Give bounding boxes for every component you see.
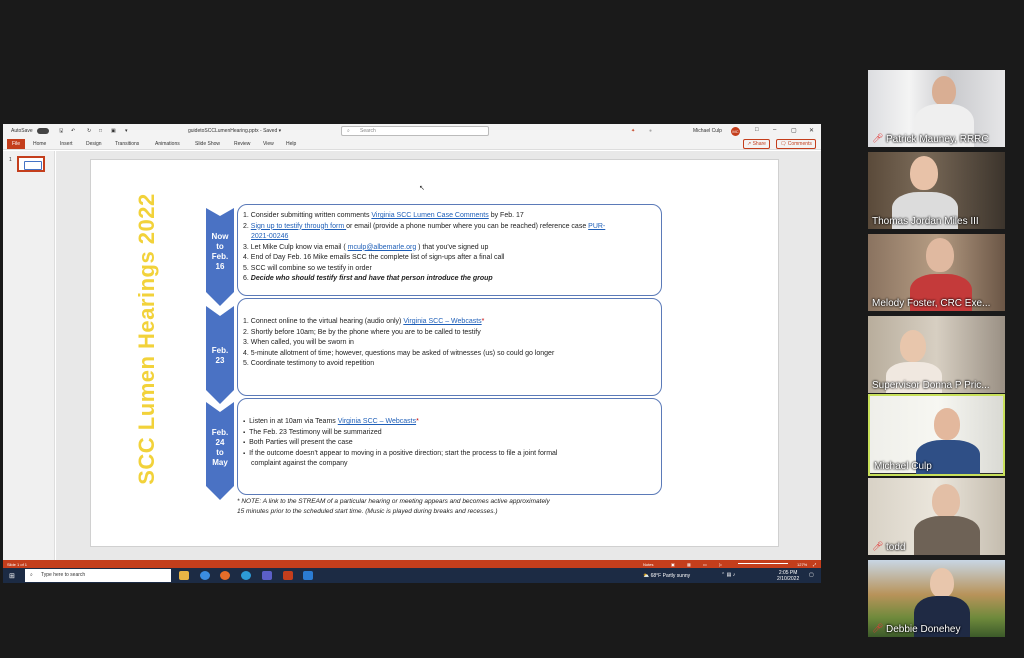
slideshow-view-icon[interactable]: ▷ (719, 562, 723, 567)
list-item: 6. Decide who should testify first and have that person introduce the group (243, 275, 493, 282)
share-button[interactable]: ↗ Share (743, 139, 770, 149)
participant-tile[interactable] (868, 234, 1005, 311)
slide-footnote: * NOTE: A link to the STREAM of a particular hearing or meeting appears and becomes active approximately 15 minutes prior to the scheduled start time. (Music is played during breaks and recesses.) (237, 498, 550, 515)
designer-icon[interactable]: ✦ (631, 128, 636, 134)
list-item: 5. Coordinate testimony to avoid repetition (243, 360, 375, 367)
redo-icon[interactable]: ↻ (87, 128, 92, 134)
case-link-continued[interactable]: 2021-00246 (251, 233, 289, 240)
undo-icon[interactable]: ↶ (71, 128, 76, 134)
participant-tile[interactable] (868, 560, 1005, 637)
phase-chevron-feb24-to-may (206, 402, 234, 500)
close-icon[interactable]: ✕ (809, 128, 815, 134)
tab-slide-show[interactable]: Slide Show (195, 141, 221, 147)
normal-view-icon[interactable]: ▣ (671, 562, 675, 567)
tab-file[interactable]: File (7, 139, 25, 149)
avatar[interactable]: MC (732, 129, 739, 134)
muted-mic-icon: 🎤︎ (872, 133, 884, 143)
list-item: 5. SCC will combine so we testify in order (243, 264, 372, 272)
slide-number: 1 (9, 157, 12, 163)
participant-name: Patrick Mauney, RRRC (886, 134, 989, 145)
email-link[interactable]: mculp@albemarle.org (347, 243, 417, 251)
shared-screen (3, 124, 821, 583)
mouse-cursor-icon: ↖ (419, 185, 425, 192)
phase2-panel (237, 298, 662, 396)
notes-button[interactable]: Notes (643, 562, 654, 567)
weather-widget[interactable]: ⛅ 68°F Partly sunny (643, 573, 691, 579)
chrome-icon[interactable] (200, 571, 210, 580)
list-item: 3. Let Mike Culp know via email ( mculp@albemarle.org ) that you've signed up (243, 243, 489, 251)
slide-thumbnail-pane (3, 151, 55, 560)
tab-insert[interactable]: Insert (60, 141, 73, 147)
list-item: 2. Shortly before 10am; Be by the phone where you are to be called to testify (243, 328, 481, 336)
participant-name: Michael Culp (874, 461, 932, 472)
reading-view-icon[interactable]: ▭ (703, 562, 707, 567)
search-icon: ⌕ (347, 128, 350, 134)
minimize-icon[interactable]: – (773, 127, 777, 133)
comments-link[interactable]: Virginia SCC Lumen Case Comments (371, 212, 489, 219)
list-item: 1. Connect online to the virtual hearing (audio only) Virginia SCC – Webcasts* (243, 318, 485, 325)
phase3-panel (237, 398, 662, 495)
powerpoint-icon[interactable] (283, 571, 293, 580)
participant-name: todd (886, 542, 906, 553)
webcasts-link[interactable]: Virginia SCC – Webcasts (403, 318, 482, 325)
participant-tile[interactable] (868, 478, 1005, 555)
fit-slide-icon[interactable]: ⤢ (813, 562, 817, 567)
system-clock[interactable]: 2:05 PM 2/10/2022 (777, 570, 800, 582)
signup-form-link[interactable]: Sign up to testify through form (250, 222, 347, 230)
search-icon: ⌕ (30, 572, 33, 578)
case-link[interactable]: PUR- (588, 222, 606, 230)
search-box[interactable] (341, 126, 489, 136)
list-item: ▪ If the outcome doesn't appear to moving in a positive direction; start the process to file a joint formal (243, 449, 653, 460)
phase-chevron-feb23 (206, 306, 234, 404)
autosave-label: AutoSave (11, 128, 33, 134)
maximize-icon[interactable]: ▢ (791, 128, 797, 134)
webcasts-link[interactable]: Virginia SCC – Webcasts (337, 418, 417, 425)
list-item: ▪ Listen in at 10am via Teams Virginia SCC – Webcasts* (243, 417, 653, 428)
windows-taskbar (3, 568, 821, 583)
muted-mic-icon: 🎤︎ (872, 623, 884, 633)
participant-tile[interactable] (868, 152, 1005, 229)
new-file-icon[interactable]: □ (99, 128, 103, 134)
outlook-icon[interactable] (303, 571, 313, 580)
list-item-continuation (243, 232, 653, 243)
phase-label: Feb. 24 to May (211, 428, 229, 467)
participant-tile-active-speaker[interactable] (868, 394, 1005, 476)
tab-transitions[interactable]: Transitions (115, 141, 140, 147)
participant-tile[interactable] (868, 70, 1005, 147)
user-name: Michael Culp (693, 128, 722, 134)
title-bar (3, 124, 821, 138)
ribbon-options-icon[interactable]: □ (755, 127, 759, 133)
sorter-view-icon[interactable]: ▦ (687, 562, 691, 567)
mic-icon[interactable]: ● (649, 128, 653, 134)
save-icon[interactable]: 🖫 (59, 128, 64, 134)
slide-title: SCC Lumen Hearings 2022 (134, 193, 159, 485)
phase-label: Now to Feb. 16 (211, 232, 229, 271)
tab-help[interactable]: Help (286, 141, 297, 147)
list-item: 4. 5-minute allotment of time; however, questions may be asked of witnesses (us) so could go longer (243, 349, 555, 357)
taskbar-search-input[interactable] (25, 569, 171, 582)
windows-start-icon[interactable]: ⊞ (9, 573, 15, 580)
list-item: 2. Sign up to testify through form or email (provide a phone number where you can be reached) reference case PUR- (243, 222, 606, 230)
participant-name: Debbie Donehey (886, 624, 961, 635)
slide-thumbnail[interactable] (17, 156, 45, 172)
muted-mic-icon: 🎤︎ (872, 541, 884, 551)
list-item: 1. Consider submitting written comments Virginia SCC Lumen Case Comments by Feb. 17 (243, 212, 524, 219)
edge-icon[interactable] (241, 571, 251, 580)
list-item: 3. When called, you will be sworn in (243, 339, 354, 346)
zoom-slider[interactable] (738, 563, 788, 564)
list-item: ▪ Both Parties will present the case (243, 438, 653, 449)
ribbon-tabs (3, 138, 821, 150)
status-bar (3, 560, 821, 568)
phase-label: Feb. 23 (211, 346, 229, 365)
teams-icon[interactable] (262, 571, 272, 580)
phase1-panel (237, 204, 662, 296)
comments-button[interactable]: 🗨 Comments (776, 139, 816, 149)
search-placeholder: Search (360, 128, 376, 134)
slide-count: Slide 1 of 1 (7, 562, 28, 567)
participant-name: Thomas Jordan Miles III (872, 216, 979, 227)
participant-name: Supervisor Donna P Pric... (872, 380, 990, 391)
tab-view[interactable]: View (263, 141, 274, 147)
notification-icon[interactable]: ▢ (809, 572, 814, 578)
tray-icons[interactable]: ⌃ ▤ ♪ (721, 572, 736, 578)
slide-canvas (56, 151, 821, 560)
phase-chevron-now-to-feb16 (206, 208, 234, 306)
firefox-icon[interactable] (220, 571, 230, 580)
document-title: guidetoSCCLumenHearing.pptx - Saved ▾ (188, 128, 282, 134)
present-icon[interactable]: ▣ (111, 128, 116, 134)
customize-icon[interactable]: ▾ (125, 128, 128, 134)
tab-review[interactable]: Review (234, 141, 251, 147)
participant-tile[interactable] (868, 316, 1005, 393)
tab-design[interactable]: Design (86, 141, 102, 147)
list-item: ▪ The Feb. 23 Testimony will be summarized (243, 428, 653, 439)
tab-home[interactable]: Home (33, 141, 47, 147)
weather-icon: ⛅ (643, 573, 650, 579)
list-item-continuation: complaint against the company (251, 460, 348, 467)
list-item: 4. End of Day Feb. 16 Mike emails SCC the complete list of sign-ups after a final call (243, 254, 505, 261)
tab-animations[interactable]: Animations (155, 141, 180, 147)
autosave-toggle[interactable] (37, 128, 49, 134)
taskbar-search-placeholder: Type here to search (41, 572, 86, 578)
participant-name: Melody Foster, CRC Exe... (872, 298, 991, 309)
file-explorer-icon[interactable] (179, 571, 189, 580)
slide[interactable] (90, 159, 779, 547)
zoom-level: 127% (797, 562, 808, 567)
